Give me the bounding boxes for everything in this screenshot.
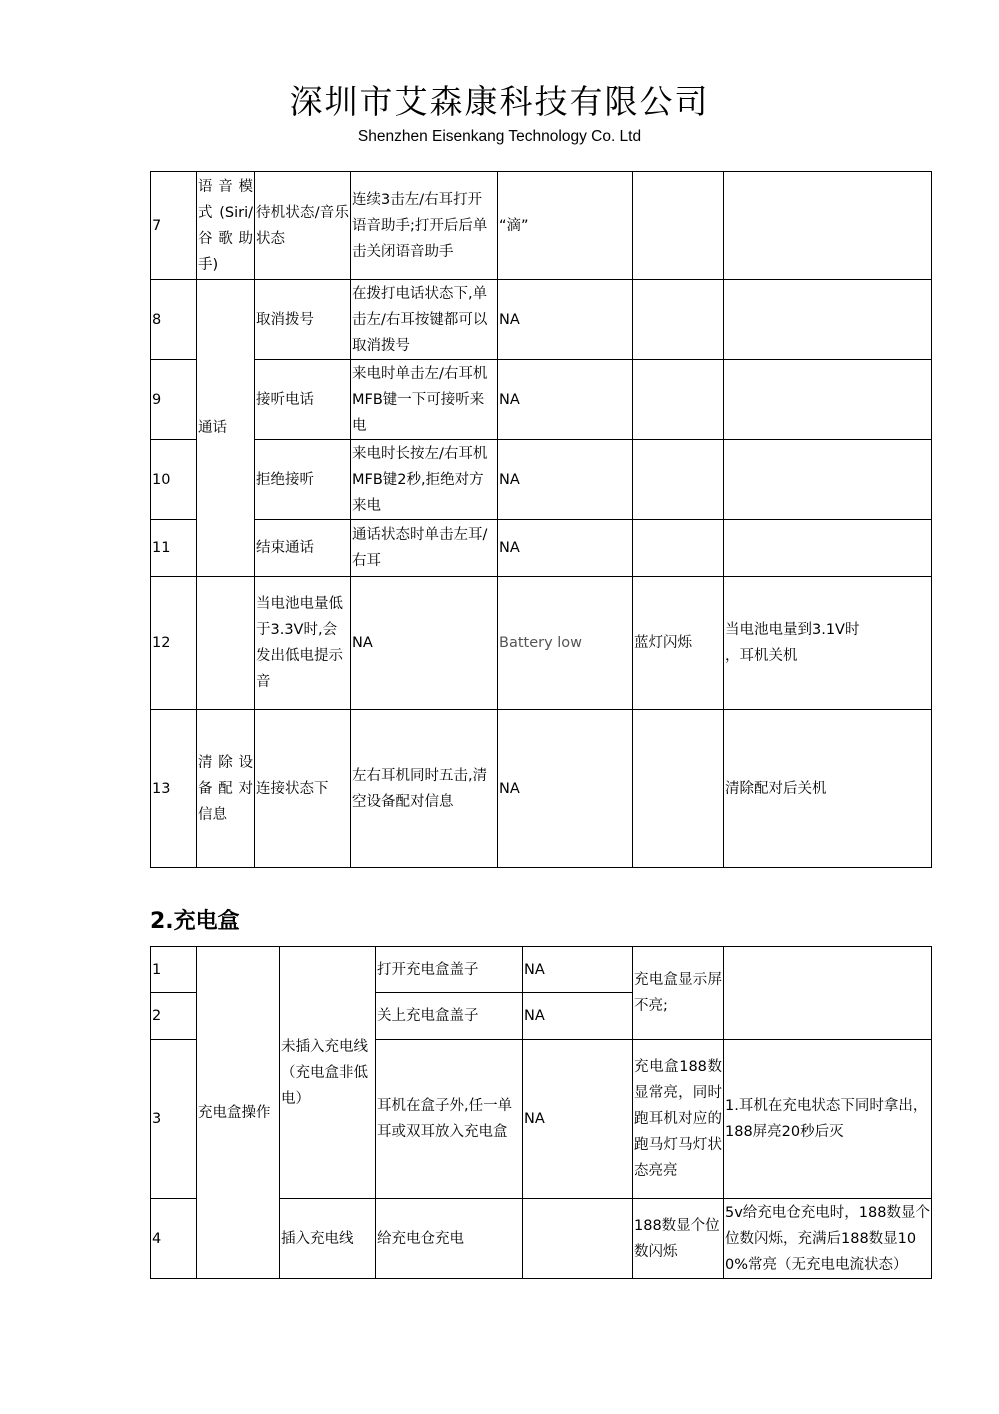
row-number: 8 (151, 280, 197, 360)
row-number: 10 (151, 440, 197, 520)
prompt-tone: “滴” (498, 172, 633, 280)
row-number: 1 (151, 947, 197, 993)
table-row (151, 710, 932, 868)
operation: 给充电仓充电 (376, 1199, 523, 1279)
prompt-tone: NA (523, 1040, 633, 1199)
row-number: 11 (151, 520, 197, 577)
remark-line: ，耳机关机 (725, 648, 798, 664)
device-state: 取消拨号 (255, 280, 351, 360)
display-status: 188数显个位数闪烁 (633, 1199, 724, 1279)
operation: 通话状态时单击左耳/右耳 (351, 520, 498, 577)
prompt-tone (523, 1199, 633, 1279)
remark (724, 172, 932, 280)
operation: 耳机在盒子外,任一单耳或双耳放入充电盒 (376, 1040, 523, 1199)
table-row (151, 360, 932, 440)
function-category: 清除设备配对信息 (197, 710, 255, 868)
device-state: 拒绝接听 (255, 440, 351, 520)
prompt-tone: NA (523, 993, 633, 1040)
remark (724, 440, 932, 520)
remark: 1.耳机在充电状态下同时拿出，188屏亮20秒后灭 (724, 1040, 932, 1199)
prompt-tone: Battery low (498, 577, 633, 710)
function-category (197, 577, 255, 710)
prompt-tone: NA (498, 520, 633, 577)
row-number: 2 (151, 993, 197, 1040)
table-row (151, 577, 932, 710)
row-number: 7 (151, 172, 197, 280)
operation: 在拨打电话状态下,单击左/右耳按键都可以取消拨号 (351, 280, 498, 360)
row-number: 3 (151, 1040, 197, 1199)
device-state: 连接状态下 (255, 710, 351, 868)
remark (724, 520, 932, 577)
section-heading: 2.充电盒 (150, 909, 240, 934)
operation: 左右耳机同时五击,清空设备配对信息 (351, 710, 498, 868)
led-indicator (633, 360, 724, 440)
row-number: 12 (151, 577, 197, 710)
remark: 5v给充电仓充电时，188数显个位数闪烁，充满后188数显100%常亮（无充电电流状态） (724, 1199, 932, 1279)
operation: NA (351, 577, 498, 710)
operation: 来电时单击左/右耳机MFB键一下可接听来电 (351, 360, 498, 440)
display-status: 充电盒显示屏不亮; (633, 947, 724, 1040)
led-indicator: 蓝灯闪烁 (633, 577, 724, 710)
row-number: 4 (151, 1199, 197, 1279)
device-state: 当电池电量低于3.3V时,会发出低电提示音 (255, 577, 351, 710)
remark (724, 577, 932, 710)
remark (724, 360, 932, 440)
led-indicator (633, 520, 724, 577)
prompt-tone: NA (498, 710, 633, 868)
led-indicator (633, 440, 724, 520)
device-state: 接听电话 (255, 360, 351, 440)
operation: 来电时长按左/右耳机MFB键2秒,拒绝对方来电 (351, 440, 498, 520)
remark (724, 947, 932, 1040)
remark-line: 当电池电量到3.1V时 (725, 622, 860, 638)
remark (724, 280, 932, 360)
led-indicator (633, 280, 724, 360)
operation: 打开充电盒盖子 (376, 947, 523, 993)
device-state: 结束通话 (255, 520, 351, 577)
button-function-table (150, 171, 932, 868)
power-condition: 插入充电线 (280, 1199, 376, 1279)
function-category: 充电盒操作 (197, 947, 280, 1279)
prompt-tone: NA (498, 280, 633, 360)
table-row (151, 440, 932, 520)
led-indicator (633, 710, 724, 868)
prompt-tone: NA (498, 440, 633, 520)
function-category: 通话 (197, 280, 255, 577)
device-state: 待机状态/音乐状态 (255, 172, 351, 280)
table-row (151, 520, 932, 577)
prompt-tone: NA (498, 360, 633, 440)
display-status: 充电盒188数显常亮，同时跑耳机对应的跑马灯马灯状态亮亮 (633, 1040, 724, 1199)
remark: 清除配对后关机 (724, 710, 932, 868)
function-category: 语音模式(Siri/谷歌助手) (197, 172, 255, 280)
operation: 连续3击左/右耳打开语音助手;打开后后单击关闭语音助手 (351, 172, 498, 280)
row-number: 9 (151, 360, 197, 440)
table-row (151, 280, 932, 360)
row-number: 13 (151, 710, 197, 868)
operation: 关上充电盒盖子 (376, 993, 523, 1040)
company-name-en: Shenzhen Eisenkang Technology Co. Ltd (357, 128, 642, 145)
led-indicator (633, 172, 724, 280)
table-row (151, 172, 932, 280)
charging-case-table (150, 946, 932, 1279)
table-row (151, 947, 932, 993)
power-condition: 未插入充电线（充电盒非低电） (280, 947, 376, 1199)
company-name-cn: 深圳市艾森康科技有限公司 (289, 82, 710, 121)
prompt-tone: NA (523, 947, 633, 993)
